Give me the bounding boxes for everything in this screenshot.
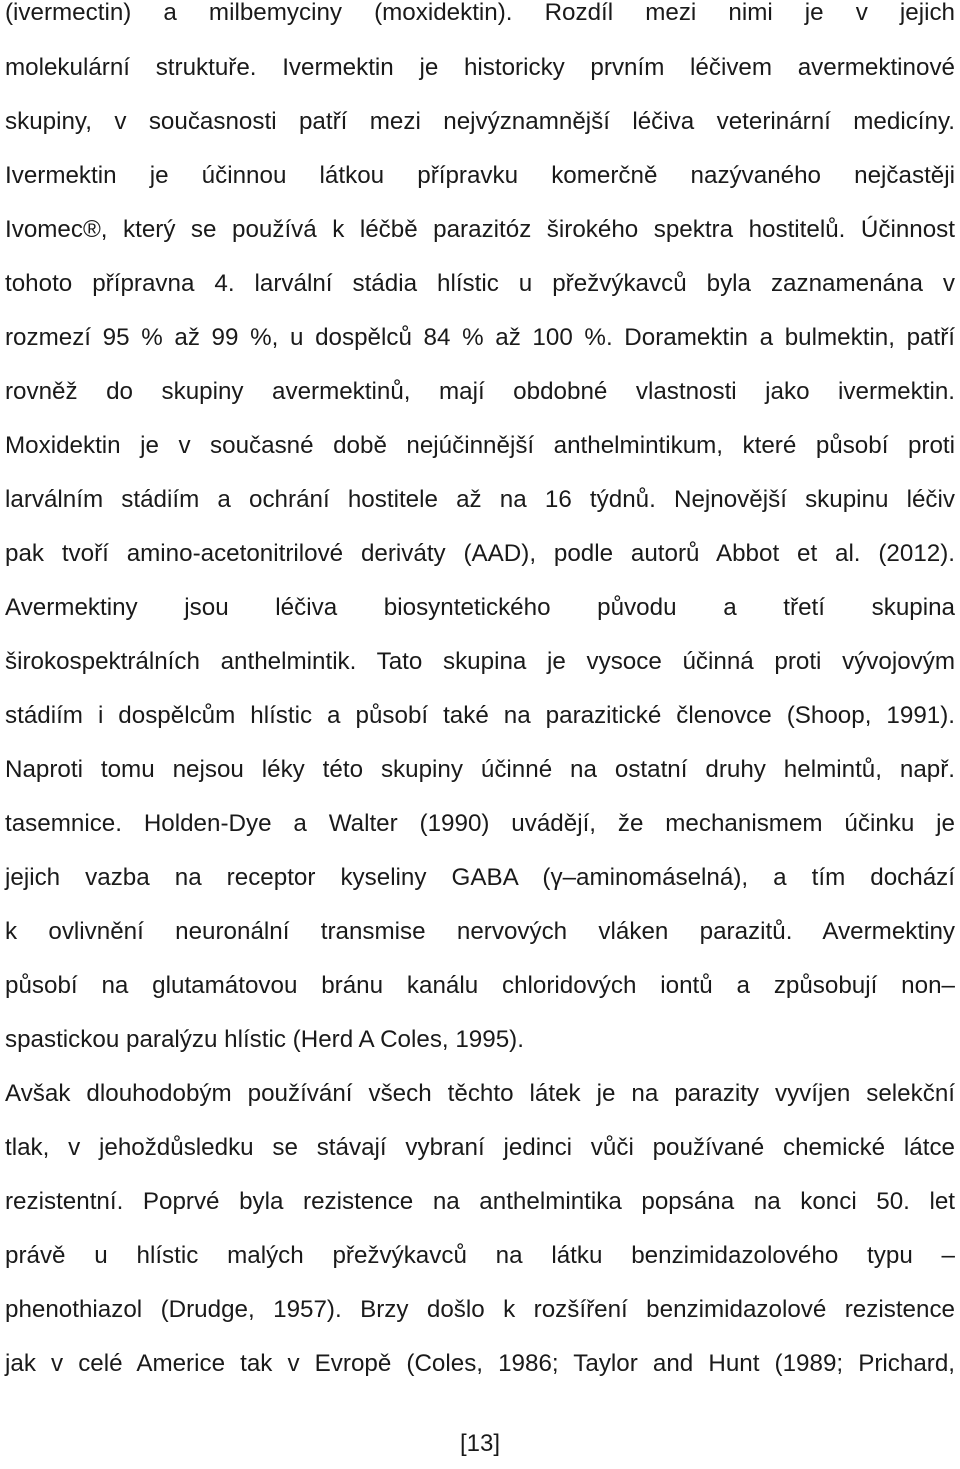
text-line: rezistentní. Poprvé byla rezistence na anthelmintika popsána na konci 50. let bbox=[5, 1188, 955, 1215]
text-line: k ovlivnění neuronální transmise nervových vláken parazitů. Avermektiny bbox=[5, 918, 955, 945]
text-line: phenothiazol (Drudge, 1957). Brzy došlo k rozšíření benzimidazolové rezistence bbox=[5, 1296, 955, 1323]
text-line: působí na glutamátovou bránu kanálu chloridových iontů a způsobují non– bbox=[5, 972, 955, 999]
text-line: stádiím i dospělcům hlístic a působí také na parazitické členovce (Shoop, 1991). bbox=[5, 702, 955, 729]
text-line: larválním stádiím a ochrání hostitele až na 16 týdnů. Nejnovější skupinu léčiv bbox=[5, 486, 955, 513]
text-line: skupiny, v současnosti patří mezi nejvýznamnější léčiva veterinární medicíny. bbox=[5, 108, 955, 135]
text-line: širokospektrálních anthelmintik. Tato skupina je vysoce účinná proti vývojovým bbox=[5, 648, 955, 675]
document-page bbox=[5, 0, 955, 1460]
text-line: spastickou paralýzu hlístic (Herd A Coles, 1995). bbox=[5, 1026, 524, 1053]
text-line: Naproti tomu nejsou léky této skupiny účinné na ostatní druhy helmintů, např. bbox=[5, 756, 955, 783]
text-line: rozmezí 95 % až 99 %, u dospělců 84 % až 100 %. Doramektin a bulmektin, patří bbox=[5, 324, 955, 351]
page-number: [13] bbox=[459, 1430, 501, 1457]
text-line: Avšak dlouhodobým používání všech těchto látek je na parazity vyvíjen selekční bbox=[5, 1080, 955, 1107]
text-line: rovněž do skupiny avermektinů, mají obdobné vlastnosti jako ivermektin. bbox=[5, 378, 955, 405]
text-line: molekulární struktuře. Ivermektin je historicky prvním léčivem avermektinové bbox=[5, 54, 955, 81]
text-line: jejich vazba na receptor kyseliny GABA (γ–aminomáselná), a tím dochází bbox=[5, 864, 955, 891]
text-line: jak v celé Americe tak v Evropě (Coles, 1986; Taylor and Hunt (1989; Prichard, bbox=[5, 1350, 955, 1377]
text-line: tasemnice. Holden-Dye a Walter (1990) uvádějí, že mechanismem účinku je bbox=[5, 810, 955, 837]
text-line: (ivermectin) a milbemyciny (moxidektin). Rozdíl mezi nimi je v jejich bbox=[5, 0, 955, 26]
text-line: Moxidektin je v současné době nejúčinnější anthelmintikum, které působí proti bbox=[5, 432, 955, 459]
text-line: Ivermektin je účinnou látkou přípravku komerčně nazývaného nejčastěji bbox=[5, 162, 955, 189]
text-line: tlak, v jehoždůsledku se stávají vybraní jedinci vůči používané chemické látce bbox=[5, 1134, 955, 1161]
text-line: Ivomec®, který se používá k léčbě parazitóz širokého spektra hostitelů. Účinnost bbox=[5, 216, 955, 243]
text-line: Avermektiny jsou léčiva biosyntetického původu a třetí skupina bbox=[5, 594, 955, 621]
text-line: pak tvoří amino-acetonitrilové deriváty (AAD), podle autorů Abbot et al. (2012). bbox=[5, 540, 955, 567]
text-line: právě u hlístic malých přežvýkavců na látku benzimidazolového typu – bbox=[5, 1242, 955, 1269]
text-line: tohoto přípravna 4. larvální stádia hlístic u přežvýkavců byla zaznamenána v bbox=[5, 270, 955, 297]
